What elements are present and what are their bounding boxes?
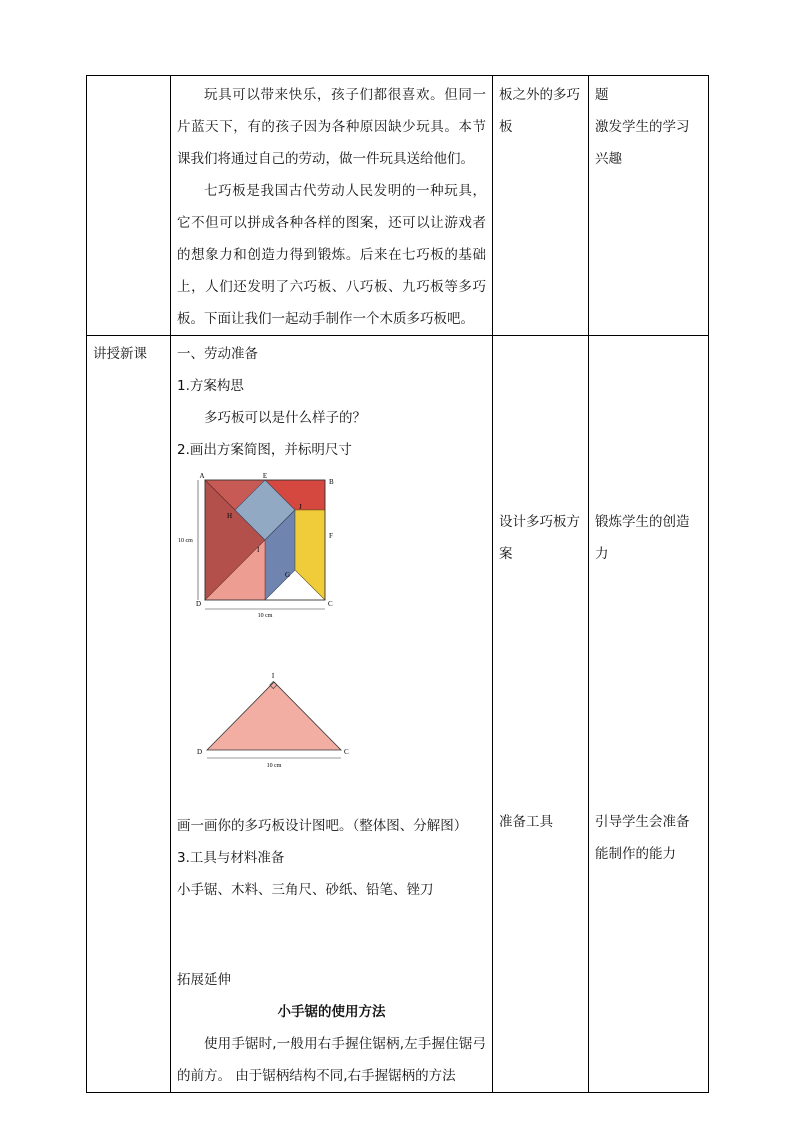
intro-activity-cell xyxy=(493,76,589,336)
label-I: I xyxy=(257,546,260,554)
label-H: H xyxy=(227,512,233,520)
intro-paragraph-1: 玩具可以带来快乐，孩子们都很喜欢。但同一片蓝天下，有的孩子因为各种原因缺少玩具。本节课我们将通过自己的劳动，做一件玩具送给他们。 xyxy=(177,87,486,167)
piece-yellow xyxy=(295,510,325,600)
sub-plan-idea: 1.方案构思 xyxy=(177,378,244,394)
intro-row xyxy=(87,76,709,336)
purpose-creativity: 锻炼学生的创造力 xyxy=(595,514,690,562)
triangle-figure xyxy=(177,670,377,780)
intro-content-cell xyxy=(171,76,493,336)
label-E: E xyxy=(262,472,268,480)
stage-cell-empty xyxy=(87,76,171,336)
intro-paragraph-2: 七巧板是我国古代劳动人民发明的一种玩具，它不但可以拼成各种各样的图案，还可以让游戏者的想象力和创造力得到锻炼。后来在七巧板的基础上，人们还发明了六巧板、八巧板、九巧板等多巧板。下面让我们一起动手制作一个木质多巧板吧。 xyxy=(177,183,486,327)
sub-draw-plan: 2.画出方案简图，并标明尺寸 xyxy=(177,442,352,458)
tangram-square-figure xyxy=(177,470,377,620)
label-10cm-side: 10 cm xyxy=(178,538,193,544)
heading-labor-prep: 一、劳动准备 xyxy=(177,346,258,362)
label-B: B xyxy=(329,478,334,486)
intro-activity: 板之外的多巧板 xyxy=(499,87,580,135)
purpose-prepare: 引导学生会准备能制作的能力 xyxy=(595,814,690,862)
intro-purpose-cell xyxy=(589,76,709,336)
label-10cm-triangle: 10 cm xyxy=(266,763,282,769)
extension-heading: 拓展延伸 xyxy=(177,972,231,988)
label-J: J xyxy=(299,503,302,511)
sub-tools: 3.工具与材料准备 xyxy=(177,850,285,866)
label-A: A xyxy=(199,472,205,480)
new-lesson-activity-cell xyxy=(493,336,589,1093)
label-D: D xyxy=(196,600,202,608)
intro-purpose-line-1: 题 xyxy=(595,87,609,103)
triangle-shape xyxy=(207,682,341,750)
saw-method-text: 使用手锯时,一般用右手握住锯柄,左手握住锯弓的前方。 由于锯柄结构不同,右手握锯柄的方法 xyxy=(177,1036,486,1084)
new-lesson-row xyxy=(87,336,709,1093)
materials-list: 小手锯、木料、三角尺、砂纸、铅笔、锉刀 xyxy=(177,882,434,898)
activity-design: 设计多巧板方案 xyxy=(499,514,580,562)
label-10cm-bottom: 10 cm xyxy=(257,613,273,619)
new-lesson-purpose-cell xyxy=(589,336,709,1093)
stage-cell xyxy=(87,336,171,1093)
question-text: 多巧板可以是什么样子的？ xyxy=(204,410,366,426)
label-C: C xyxy=(328,600,333,608)
label-D-left: D xyxy=(197,748,203,756)
activity-tools: 准备工具 xyxy=(499,814,553,830)
lesson-plan-table xyxy=(86,75,709,1093)
saw-method-title: 小手锯的使用方法 xyxy=(277,1004,386,1020)
new-lesson-content-cell xyxy=(171,336,493,1093)
draw-prompt: 画一画你的多巧板设计图吧。（整体图、分解图） xyxy=(177,818,468,834)
label-F: F xyxy=(329,532,333,540)
label-C-right: C xyxy=(344,748,349,756)
intro-purpose-line-2: 激发学生的学习兴趣 xyxy=(595,119,690,167)
label-I-top: I xyxy=(271,672,275,680)
stage-label: 讲授新课 xyxy=(93,346,147,362)
label-G: G xyxy=(285,571,291,579)
